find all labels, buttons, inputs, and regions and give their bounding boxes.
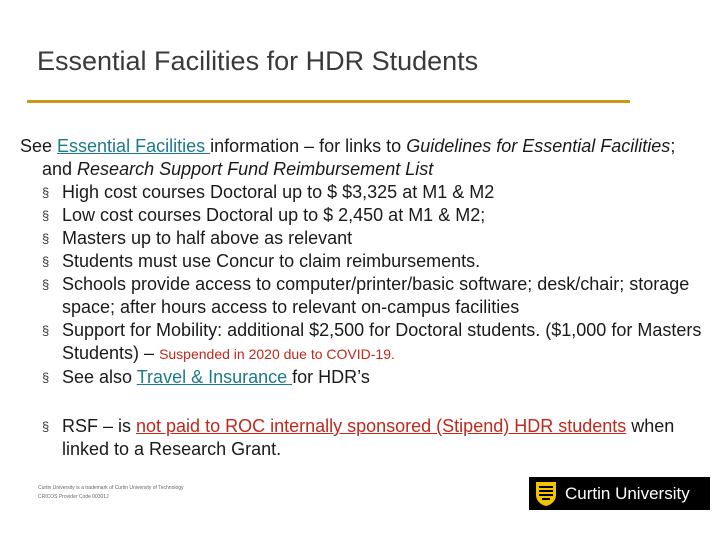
bullet-marker: § [42, 277, 50, 292]
facilities-bullet-list [20, 181, 710, 461]
intro-text: information – for links to [210, 136, 407, 156]
crest-icon [535, 481, 557, 507]
essential-facilities-link[interactable]: Essential Facilities [57, 136, 211, 156]
list-item [20, 204, 710, 227]
slide-body [20, 135, 710, 461]
travel-text: for HDR’s [292, 367, 370, 387]
logo-wordmark: Curtin University [565, 483, 690, 503]
list-item [20, 273, 710, 319]
intro-text: See [20, 136, 58, 156]
bullet-marker: § [42, 370, 50, 385]
rsf-text: RSF – is [62, 416, 137, 436]
bullet-marker: § [42, 185, 50, 200]
rsf-text: when linked to a Research Grant. [62, 416, 675, 459]
trademark-footnote: Curtin University is a trademark of Curtin University of Technology [38, 485, 184, 491]
bullet-marker: § [42, 231, 50, 246]
travel-insurance-link[interactable]: Travel & Insurance [136, 367, 293, 387]
list-item [20, 250, 710, 273]
intro-paragraph [20, 135, 710, 181]
list-item-travel [20, 366, 710, 389]
title-divider [27, 100, 630, 103]
intro-text: ; and [42, 136, 676, 179]
travel-text: See also [62, 367, 137, 387]
list-item-mobility [20, 319, 710, 366]
bullet-text: Schools provide access to computer/printer/basic software; desk/chair; storage space; after hours access to relevant on-campus facilities [62, 274, 690, 317]
list-item [20, 181, 710, 204]
slide-title: Essential Facilities for HDR Students [37, 46, 479, 76]
guidelines-title: Guidelines for Essential Facilities [406, 136, 671, 156]
bullet-marker: § [42, 419, 50, 434]
list-item-rsf [20, 415, 710, 461]
bullet-marker: § [42, 208, 50, 223]
bullet-text: Low cost courses Doctoral up to $ 2,450 at M1 & M2; [62, 205, 486, 225]
rsf-warning: not paid to ROC internally sponsored (Stipend) HDR students [136, 416, 627, 436]
bullet-text: Masters up to half above as relevant [62, 228, 353, 248]
reimbursement-list-title: Research Support Fund Reimbursement List [77, 159, 434, 179]
curtin-logo [529, 477, 710, 510]
bullet-marker: § [42, 254, 50, 269]
bullet-text: High cost courses Doctoral up to $ $3,325 at M1 & M2 [62, 182, 495, 202]
cricos-footnote: CRICOS Provider Code 00301J [38, 494, 109, 500]
covid-suspension-note: Suspended in 2020 due to COVID-19. [159, 346, 395, 362]
bullet-text: Students must use Concur to claim reimbursements. [62, 251, 481, 271]
mobility-text: Support for Mobility: additional $2,500 for Doctoral students. ($1,000 for Masters Students) – [62, 320, 702, 363]
bullet-marker: § [42, 323, 50, 338]
list-item [20, 227, 710, 250]
